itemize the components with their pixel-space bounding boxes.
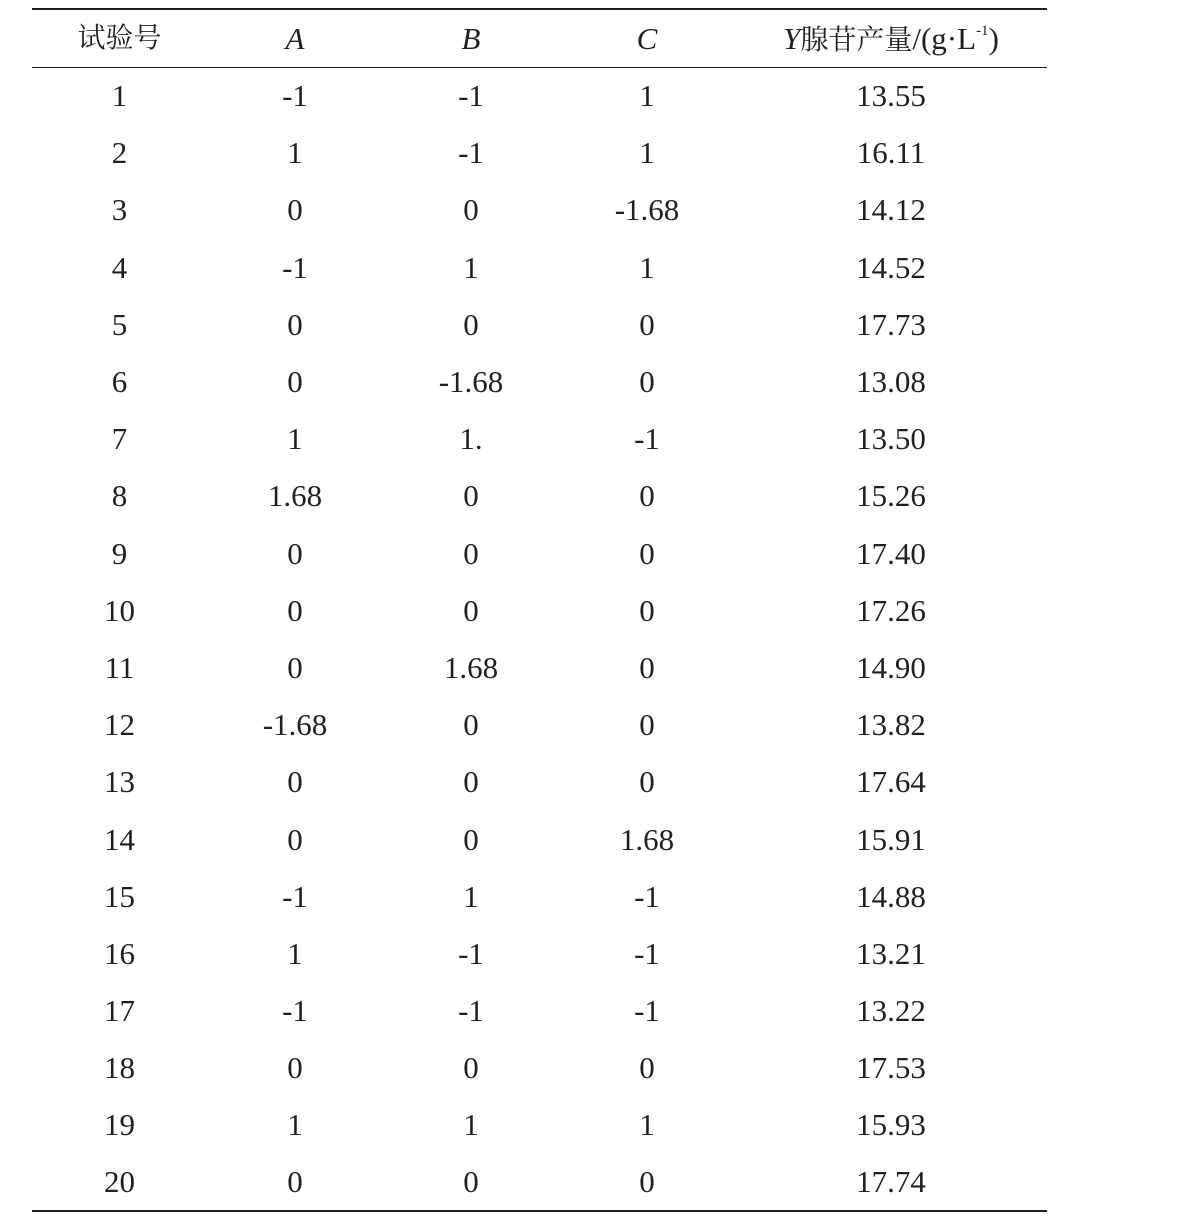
table-body [32,67,1047,1211]
response-symbol: Y [783,20,801,56]
cell-factor-b: 0 [463,1164,479,1200]
cell-trial-no: 5 [111,306,128,342]
cell-response-y: 17.53 [856,1050,926,1086]
table-row [32,467,1047,524]
cell-factor-a: 1 [287,135,303,171]
cell-response-y: 14.52 [856,249,926,285]
cell-factor-b: 0 [463,535,479,571]
cell-response-y: 17.26 [856,592,926,628]
cell-factor-c: -1 [634,935,660,971]
design-table-container [32,8,1047,1212]
cell-response-y: 13.82 [856,707,926,743]
cell-response-y: 14.88 [856,878,926,914]
cell-trial-no: 7 [111,421,128,457]
cell-factor-a: 0 [287,306,303,342]
table-row [32,582,1047,639]
cell-response-y: 13.22 [856,993,926,1029]
cell-factor-b: 1. [459,421,483,457]
cell-factor-b: -1.68 [438,364,504,400]
cell-trial-no: 18 [104,1050,135,1086]
cell-factor-a: 0 [287,821,303,857]
cell-response-y: 14.90 [856,649,926,685]
cell-response-y: 15.93 [856,1107,926,1143]
cell-factor-c: 1 [639,78,655,114]
cell-response-y: 13.50 [856,421,926,457]
cell-factor-b: 1 [463,1107,479,1143]
cell-trial-no: 6 [111,364,128,400]
cell-factor-c: -1.68 [614,192,680,228]
cell-trial-no: 14 [104,821,135,857]
cell-factor-c: 0 [639,364,655,400]
table-row [32,639,1047,696]
table-header [32,9,1047,67]
table-row [32,525,1047,582]
cell-trial-no: 11 [104,649,135,685]
cell-trial-no: 2 [111,135,128,171]
cell-response-y: 17.40 [856,535,926,571]
cell-factor-b: 0 [463,592,479,628]
table-row [32,982,1047,1039]
cell-factor-a: 1.68 [267,478,323,514]
cell-factor-a: 1 [287,421,303,457]
table-row [32,696,1047,753]
response-label: 腺苷产量 [800,22,913,56]
cell-response-y: 13.21 [856,935,926,971]
header-factor-b: B [461,20,481,56]
response-unit-prefix: /(g·L [912,20,977,56]
table-row [32,810,1047,867]
cell-factor-c: 1 [639,249,655,285]
cell-factor-a: -1 [282,78,308,114]
cell-factor-b: 0 [463,1050,479,1086]
cell-factor-b: -1 [458,78,484,114]
cell-factor-b: 1.68 [443,649,499,685]
table-row [32,410,1047,467]
cell-factor-a: -1.68 [262,707,328,743]
table-row [32,925,1047,982]
cell-factor-b: -1 [458,993,484,1029]
cell-factor-b: -1 [458,935,484,971]
cell-response-y: 13.08 [856,364,926,400]
cell-trial-no: 1 [111,78,128,114]
cell-trial-no: 19 [104,1107,135,1143]
design-table [32,8,1047,1212]
cell-trial-no: 15 [104,878,135,914]
cell-factor-a: 0 [287,535,303,571]
cell-factor-c: 1 [639,1107,655,1143]
cell-factor-a: 1 [287,1107,303,1143]
cell-trial-no: 12 [104,707,135,743]
cell-factor-c: -1 [634,993,660,1029]
cell-factor-c: 0 [639,764,655,800]
table-row [32,1039,1047,1096]
cell-factor-a: 0 [287,764,303,800]
cell-factor-b: 0 [463,478,479,514]
cell-response-y: 17.74 [856,1164,926,1200]
cell-factor-b: 0 [463,707,479,743]
cell-trial-no: 17 [104,993,135,1029]
cell-factor-a: 0 [287,649,303,685]
cell-factor-c: 1.68 [619,821,675,857]
cell-trial-no: 9 [111,535,128,571]
cell-factor-b: 1 [463,878,479,914]
table-row [32,296,1047,353]
cell-factor-a: 0 [287,592,303,628]
table-row [32,753,1047,810]
cell-factor-a: 0 [287,1050,303,1086]
cell-response-y: 14.12 [856,192,926,228]
cell-factor-c: 0 [639,592,655,628]
cell-factor-c: 0 [639,478,655,514]
cell-response-y: 13.55 [856,78,926,114]
header-factor-a: A [285,20,305,56]
cell-factor-c: 0 [639,1050,655,1086]
cell-factor-b: 0 [463,306,479,342]
cell-factor-c: 1 [639,135,655,171]
cell-trial-no: 3 [111,192,128,228]
header-row [32,9,1047,67]
cell-factor-a: 0 [287,1164,303,1200]
cell-factor-c: 0 [639,707,655,743]
cell-trial-no: 13 [104,764,135,800]
cell-factor-c: 0 [639,306,655,342]
cell-factor-c: -1 [634,421,660,457]
table-row [32,67,1047,124]
header-trial-no: 试验号 [77,21,162,55]
cell-factor-c: -1 [634,878,660,914]
cell-trial-no: 10 [104,592,135,628]
cell-factor-a: -1 [282,249,308,285]
cell-factor-a: -1 [282,878,308,914]
cell-factor-a: -1 [282,993,308,1029]
cell-trial-no: 16 [104,935,135,971]
table-row [32,1154,1047,1211]
response-unit-exponent: -1 [976,22,989,39]
cell-trial-no: 8 [111,478,128,514]
cell-trial-no: 20 [104,1164,135,1200]
cell-factor-b: 0 [463,192,479,228]
table-row [32,124,1047,181]
cell-factor-b: 0 [463,764,479,800]
cell-response-y: 15.26 [856,478,926,514]
cell-factor-c: 0 [639,649,655,685]
cell-factor-c: 0 [639,535,655,571]
cell-factor-a: 0 [287,192,303,228]
table-row [32,1096,1047,1153]
table-row [32,868,1047,925]
header-factor-c: C [636,20,658,56]
cell-factor-a: 1 [287,935,303,971]
cell-response-y: 17.73 [856,306,926,342]
cell-factor-c: 0 [639,1164,655,1200]
table-row [32,353,1047,410]
header-response-y [735,9,1047,67]
cell-factor-b: 0 [463,821,479,857]
cell-response-y: 16.11 [856,135,926,171]
cell-response-y: 15.91 [856,821,926,857]
cell-factor-a: 0 [287,364,303,400]
cell-factor-b: -1 [458,135,484,171]
cell-factor-b: 1 [463,249,479,285]
table-row [32,239,1047,296]
cell-trial-no: 4 [111,249,128,285]
response-unit-suffix: ) [988,20,999,56]
cell-response-y: 17.64 [856,764,926,800]
table-row [32,181,1047,238]
